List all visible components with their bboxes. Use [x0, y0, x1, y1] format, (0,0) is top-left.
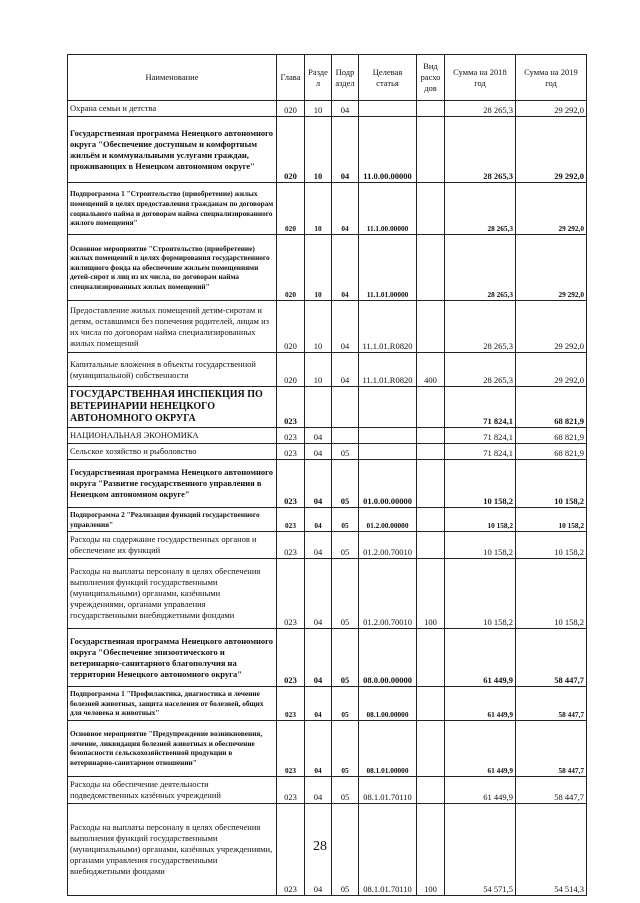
cell-sum-2018: 61 449,9	[445, 720, 516, 776]
cell-sum-2019: 68 821,9	[516, 387, 587, 428]
cell-name: Государственная программа Ненецкого автономного округа "Обеспечение доступным и комфортным жильём и коммунальными услугами граждан, проживающих в Ненецком автономном округе"	[68, 117, 277, 183]
cell-vid: 100	[417, 559, 445, 629]
cell-glava: 023	[277, 720, 305, 776]
cell-razdel: 04	[305, 629, 332, 687]
cell-glava: 023	[277, 532, 305, 559]
cell-sum-2019: 29 292,0	[516, 235, 587, 301]
cell-celevaya: 08.0.00.00000	[359, 629, 417, 687]
cell-sum-2018: 28 265,3	[445, 101, 516, 117]
cell-name: Предоставление жилых помещений детям-сиротам и детям, оставшимся без попечения родителей, лицам из их числа по договорам найма специализированных жилых помещений	[68, 301, 277, 353]
cell-celevaya: 11.1.01.R0820	[359, 353, 417, 387]
cell-podrazdel: 05	[332, 803, 359, 895]
cell-sum-2018: 28 265,3	[445, 235, 516, 301]
cell-vid	[417, 235, 445, 301]
cell-sum-2018: 10 158,2	[445, 559, 516, 629]
cell-sum-2019: 58 447,7	[516, 776, 587, 803]
cell-celevaya	[359, 428, 417, 444]
table-row	[68, 428, 587, 444]
cell-sum-2019: 29 292,0	[516, 101, 587, 117]
cell-sum-2019: 68 821,9	[516, 428, 587, 444]
table-row	[68, 720, 587, 776]
cell-podrazdel: 05	[332, 720, 359, 776]
col-header-celevaya: Целевая статья	[359, 55, 417, 101]
cell-vid	[417, 183, 445, 235]
table-row	[68, 508, 587, 532]
cell-vid	[417, 444, 445, 460]
cell-sum-2018: 61 449,9	[445, 629, 516, 687]
cell-name: Расходы на выплаты персоналу в целях обеспечения выполнения функций государственными (муниципальными) органами, казённых учреждениями, органами управления государственными внебюджетными фондами	[68, 803, 277, 895]
cell-celevaya: 11.1.00.00000	[359, 183, 417, 235]
table-row	[68, 101, 587, 117]
cell-name: НАЦИОНАЛЬНАЯ ЭКОНОМИКА	[68, 428, 277, 444]
cell-celevaya	[359, 387, 417, 428]
cell-sum-2018: 28 265,3	[445, 117, 516, 183]
cell-vid	[417, 387, 445, 428]
cell-name: Подпрограмма 1 "Строительство (приобретение) жилых помещений в целях предоставления гражданам по договорам социального найма и договорам найма специализированного жилого помещения"	[68, 183, 277, 235]
cell-sum-2019: 29 292,0	[516, 183, 587, 235]
cell-sum-2018: 71 824,1	[445, 387, 516, 428]
cell-name: Основное мероприятие "Предупреждение возникновения, лечение, ликвидация болезней животных и обеспечение безопасности сельскохозяйственной продукции в ветеринарно-санитарном отношении"	[68, 720, 277, 776]
cell-glava: 020	[277, 301, 305, 353]
col-header-sum-2018: Сумма на 2018 год	[445, 55, 516, 101]
cell-vid	[417, 101, 445, 117]
col-header-glava: Глава	[277, 55, 305, 101]
cell-name: Капитальные вложения в объекты государственной (муниципальной) собственности	[68, 353, 277, 387]
cell-podrazdel: 05	[332, 687, 359, 721]
cell-glava: 023	[277, 460, 305, 508]
cell-celevaya: 11.1.01.00000	[359, 235, 417, 301]
cell-vid	[417, 532, 445, 559]
cell-podrazdel: 04	[332, 235, 359, 301]
cell-vid: 100	[417, 803, 445, 895]
col-header-razdel: Разде л	[305, 55, 332, 101]
cell-razdel	[305, 387, 332, 428]
cell-podrazdel: 05	[332, 508, 359, 532]
cell-podrazdel: 05	[332, 559, 359, 629]
cell-sum-2019: 10 158,2	[516, 559, 587, 629]
cell-name: Государственная программа Ненецкого автономного округа "Развитие государственного управления в Ненецком автономном округе"	[68, 460, 277, 508]
cell-glava: 020	[277, 101, 305, 117]
cell-sum-2018: 10 158,2	[445, 460, 516, 508]
cell-celevaya	[359, 444, 417, 460]
col-header-name: Наименование	[68, 55, 277, 101]
cell-podrazdel: 05	[332, 444, 359, 460]
cell-sum-2018: 61 449,9	[445, 776, 516, 803]
cell-podrazdel: 04	[332, 117, 359, 183]
cell-razdel: 10	[305, 235, 332, 301]
cell-celevaya: 11.1.01.R0820	[359, 301, 417, 353]
col-header-sum-2019: Сумма на 2019 год	[516, 55, 587, 101]
cell-razdel: 10	[305, 117, 332, 183]
cell-sum-2019: 58 447,7	[516, 720, 587, 776]
cell-sum-2018: 10 158,2	[445, 508, 516, 532]
cell-name: Расходы на обеспечение деятельности подведомственных казённых учреждений	[68, 776, 277, 803]
cell-razdel: 04	[305, 687, 332, 721]
cell-celevaya: 08.1.01.70110	[359, 803, 417, 895]
cell-podrazdel: 05	[332, 776, 359, 803]
cell-name: Сельское хозяйство и рыболовство	[68, 444, 277, 460]
cell-name: ГОСУДАРСТВЕННАЯ ИНСПЕКЦИЯ ПО ВЕТЕРИНАРИИ НЕНЕЦКОГО АВТОНОМНОГО ОКРУГА	[68, 387, 277, 428]
cell-sum-2019: 29 292,0	[516, 117, 587, 183]
cell-glava: 023	[277, 687, 305, 721]
cell-sum-2019: 10 158,2	[516, 508, 587, 532]
table-row	[68, 687, 587, 721]
cell-celevaya: 08.1.01.70110	[359, 776, 417, 803]
cell-razdel: 04	[305, 508, 332, 532]
table-row	[68, 629, 587, 687]
cell-podrazdel	[332, 387, 359, 428]
budget-document	[67, 54, 586, 896]
cell-sum-2018: 71 824,1	[445, 428, 516, 444]
cell-glava: 023	[277, 559, 305, 629]
cell-vid	[417, 460, 445, 508]
cell-vid	[417, 629, 445, 687]
cell-name: Расходы на выплаты персоналу в целях обеспечения выполнения функций государственными (муниципальными) органами, казёнными учреждениями, органами управления государственными внебюджетными фондами	[68, 559, 277, 629]
cell-vid	[417, 117, 445, 183]
cell-celevaya: 01.0.00.00000	[359, 460, 417, 508]
col-header-vid: Вид расхо дов	[417, 55, 445, 101]
cell-sum-2018: 10 158,2	[445, 532, 516, 559]
table-row	[68, 353, 587, 387]
cell-sum-2018: 54 571,5	[445, 803, 516, 895]
cell-sum-2019: 29 292,0	[516, 353, 587, 387]
cell-razdel: 04	[305, 720, 332, 776]
cell-sum-2018: 61 449,9	[445, 687, 516, 721]
cell-podrazdel: 05	[332, 460, 359, 508]
cell-sum-2019: 54 514,3	[516, 803, 587, 895]
cell-glava: 023	[277, 444, 305, 460]
cell-sum-2019: 58 447,7	[516, 687, 587, 721]
table-row	[68, 235, 587, 301]
table-row	[68, 532, 587, 559]
cell-sum-2019: 10 158,2	[516, 532, 587, 559]
cell-razdel: 10	[305, 101, 332, 117]
cell-sum-2019: 68 821,9	[516, 444, 587, 460]
cell-razdel: 04	[305, 776, 332, 803]
cell-vid	[417, 301, 445, 353]
table-row	[68, 776, 587, 803]
cell-podrazdel: 04	[332, 183, 359, 235]
cell-name: Расходы на содержание государственных органов и обеспечение их функций	[68, 532, 277, 559]
table-header-row	[68, 55, 587, 101]
cell-vid: 400	[417, 353, 445, 387]
cell-razdel: 04	[305, 428, 332, 444]
table-row	[68, 460, 587, 508]
cell-podrazdel: 05	[332, 532, 359, 559]
cell-vid	[417, 428, 445, 444]
cell-celevaya: 01.2.00.00000	[359, 508, 417, 532]
cell-glava: 023	[277, 387, 305, 428]
cell-name: Подпрограмма 2 "Реализация функций государственного управления"	[68, 508, 277, 532]
cell-razdel: 04	[305, 532, 332, 559]
cell-podrazdel: 04	[332, 101, 359, 117]
cell-podrazdel: 05	[332, 629, 359, 687]
cell-name: Основное мероприятие "Строительство (приобретение) жилых помещений в целях формирования государственного жилищного фонда на обеспечение жильем помещениями детей-сирот и лиц из их числа, по договорам найма специализированных жилых помещений"	[68, 235, 277, 301]
cell-name: Охрана семьи и детства	[68, 101, 277, 117]
cell-razdel: 10	[305, 353, 332, 387]
cell-razdel: 04	[305, 460, 332, 508]
table-row	[68, 559, 587, 629]
table-row	[68, 301, 587, 353]
cell-glava: 020	[277, 117, 305, 183]
cell-glava: 023	[277, 629, 305, 687]
cell-sum-2019: 29 292,0	[516, 301, 587, 353]
cell-vid	[417, 508, 445, 532]
cell-glava: 020	[277, 235, 305, 301]
cell-razdel: 10	[305, 301, 332, 353]
cell-glava: 023	[277, 428, 305, 444]
cell-celevaya: 01.2.00.70010	[359, 559, 417, 629]
cell-glava: 020	[277, 353, 305, 387]
table-row	[68, 444, 587, 460]
cell-vid	[417, 687, 445, 721]
cell-celevaya: 11.0.00.00000	[359, 117, 417, 183]
budget-table	[67, 54, 587, 896]
cell-glava: 020	[277, 183, 305, 235]
cell-name: Государственная программа Ненецкого автономного округа "Обеспечение эпизоотического и ветеринарно-санитарного благополучия на территории Ненецкого автономного округа"	[68, 629, 277, 687]
col-header-podrazdel: Подр аздел	[332, 55, 359, 101]
cell-razdel: 04	[305, 559, 332, 629]
table-row	[68, 117, 587, 183]
cell-celevaya	[359, 101, 417, 117]
cell-celevaya: 01.2.00.70010	[359, 532, 417, 559]
cell-glava: 023	[277, 508, 305, 532]
cell-glava: 023	[277, 803, 305, 895]
cell-sum-2018: 28 265,3	[445, 301, 516, 353]
cell-vid	[417, 776, 445, 803]
cell-razdel: 04	[305, 803, 332, 895]
cell-sum-2018: 28 265,3	[445, 353, 516, 387]
cell-podrazdel: 04	[332, 353, 359, 387]
table-row	[68, 183, 587, 235]
cell-glava: 023	[277, 776, 305, 803]
page-number: 28	[313, 839, 327, 854]
cell-razdel: 10	[305, 183, 332, 235]
cell-razdel: 04	[305, 444, 332, 460]
cell-sum-2019: 58 447,7	[516, 629, 587, 687]
table-row	[68, 387, 587, 428]
cell-celevaya: 08.1.01.00000	[359, 720, 417, 776]
cell-vid	[417, 720, 445, 776]
cell-podrazdel: 04	[332, 301, 359, 353]
cell-sum-2018: 28 265,3	[445, 183, 516, 235]
cell-sum-2019: 10 158,2	[516, 460, 587, 508]
cell-celevaya: 08.1.00.00000	[359, 687, 417, 721]
cell-sum-2018: 71 824,1	[445, 444, 516, 460]
cell-name: Подпрограмма 1 "Профилактика, диагностика и лечение болезней животных, защита населения от болезней, общих для человека и животных"	[68, 687, 277, 721]
cell-podrazdel	[332, 428, 359, 444]
